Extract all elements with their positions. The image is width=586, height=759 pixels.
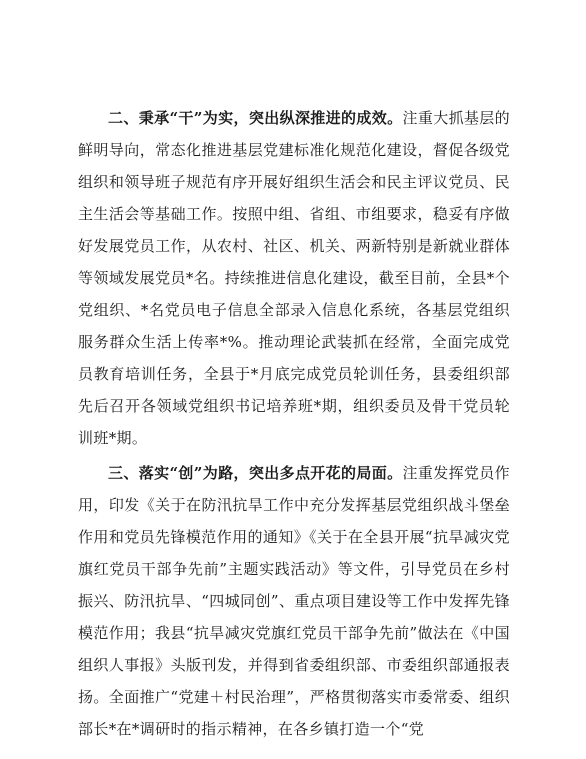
paragraph-section-three [78,457,510,745]
section-two-body: 注重大抓基层的鲜明导向，常态化推进基层党建标准化规范化建设，督促各级党组织和领导班子规范有序开展好组织生活会和民主评议党员、民主生活会等基础工作。按照中组、省组、市组要求，稳妥有序做好发展党员工作，从农村、社区、机关、两新特别是新就业群体等领域发展党员*名。持续推进信息化建设，截至目前，全县*个党组织、*名党员电子信息全部录入信息化系统，各基层党组织服务群众生活上传率*%。推动理论武装抓在经常，全面完成党员教育培训任务，全县于*月底完成党员轮训任务，县委组织部先后召开各领域党组织书记培养班*期，组织委员及骨干党员轮训班*期。 [78,109,511,447]
document-body [78,102,510,745]
section-two-heading: 二、秉承“干”为实，突出纵深推进的成效。 [108,109,403,127]
section-three-body: 注重发挥党员作用，印发《关于在防汛抗旱工作中充分发挥基层党组织战斗堡垒作用和党员先锋模范作用的通知》《关于在全县开展“抗旱减灾党旗红党员干部争先前”主题实践活动》等文件，引导党员在乡村振兴、防汛抗旱、“四城同创”、重点项目建设等工作中发挥先锋模范作用；我县“抗旱减灾党旗红党员干部争先前”做法在《中国组织人事报》头版刊发，并得到省委组织部、市委组织部通报表扬。全面推广“党建＋村民治理”，严格贯彻落实市委常委、组织部长*在*调研时的指示精神，在各乡镇打造一个“党 [78,464,511,738]
section-three-heading: 三、落实“创”为路，突出多点开花的局面。 [108,464,403,482]
paragraph-section-two [78,102,510,454]
